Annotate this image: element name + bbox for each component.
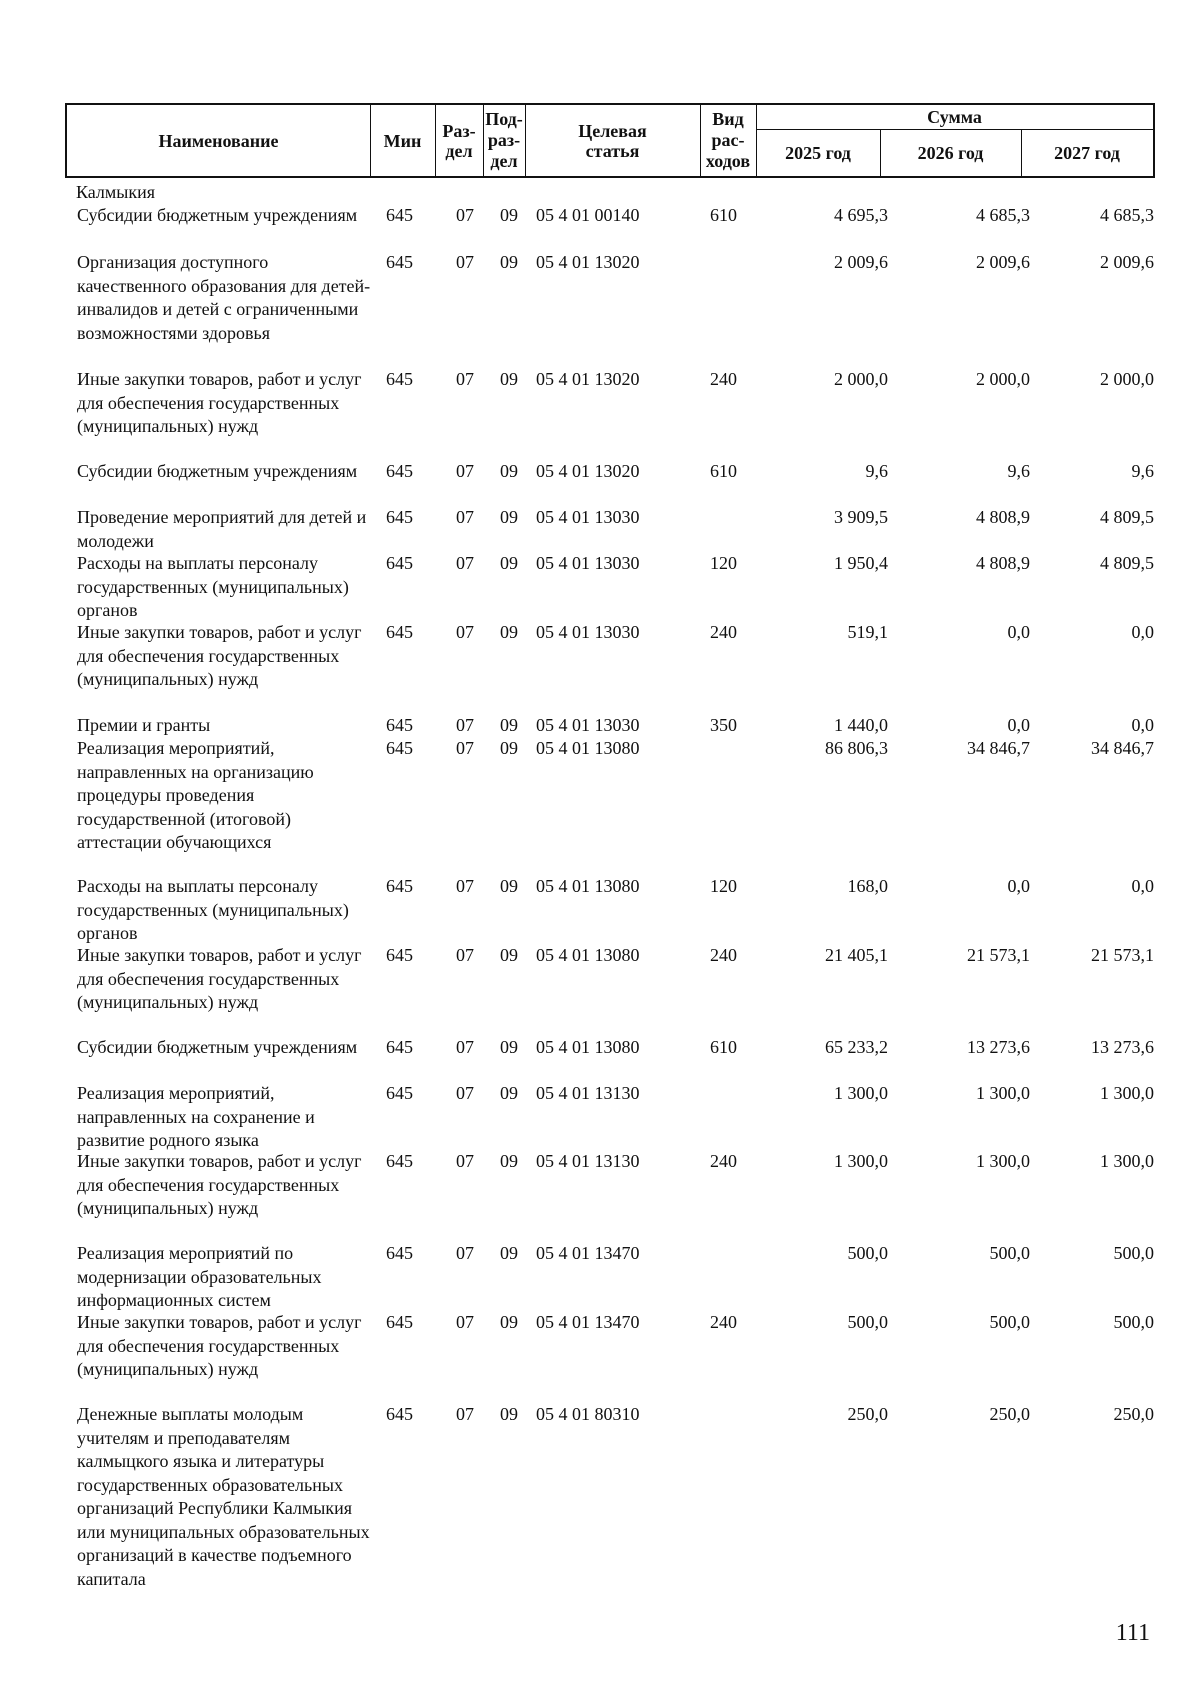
- row-sum-2025: 65 233,2: [825, 1037, 888, 1057]
- row-sum-2026: 4 808,9: [976, 507, 1030, 527]
- row-razdel: 07: [456, 622, 474, 642]
- row-sum-2025: 1 440,0: [834, 715, 888, 735]
- row-sum-2025: 250,0: [847, 1404, 888, 1424]
- row-sum-2027: 4 809,5: [1100, 553, 1154, 573]
- row-name: Реализация мероприятий, направленных на сохранение и развитие родного языка: [77, 1083, 315, 1150]
- row-min: 645: [386, 1404, 413, 1424]
- row-sum-2026: 250,0: [989, 1404, 1030, 1424]
- header-razdel: Раз- дел: [442, 120, 476, 161]
- row-sum-2026: 0,0: [1007, 715, 1030, 735]
- row-sum-2026: 4 685,3: [976, 205, 1030, 225]
- row-sum-2027: 2 009,6: [1100, 252, 1154, 272]
- row-sum-2025: 519,1: [847, 622, 888, 642]
- row-sum-2026: 21 573,1: [967, 945, 1030, 965]
- row-celevaya-statya: 05 4 01 13080: [536, 876, 640, 896]
- row-podrazdel: 09: [500, 1404, 518, 1424]
- row-name: Иные закупки товаров, работ и услуг для обеспечения государственных (муниципальных) нужд: [77, 1151, 362, 1218]
- row-podrazdel: 09: [500, 876, 518, 896]
- row-razdel: 07: [456, 461, 474, 481]
- row-celevaya-statya: 05 4 01 13130: [536, 1083, 640, 1103]
- row-sum-2027: 2 000,0: [1100, 369, 1154, 389]
- continuation-text: Калмыкия: [76, 182, 156, 202]
- row-min: 645: [386, 507, 413, 527]
- row-celevaya-statya: 05 4 01 13020: [536, 369, 640, 389]
- page-number: 111: [1115, 1620, 1150, 1646]
- row-min: 645: [386, 1312, 413, 1332]
- row-sum-2026: 13 273,6: [967, 1037, 1030, 1057]
- row-name: Расходы на выплаты персоналу государственных (муниципальных) органов: [77, 876, 349, 943]
- row-razdel: 07: [456, 205, 474, 225]
- row-name: Субсидии бюджетным учреждениям: [77, 461, 358, 481]
- row-vid-rashodov: 610: [710, 205, 737, 225]
- header-2027: 2027 год: [1054, 142, 1120, 163]
- row-razdel: 07: [456, 1243, 474, 1263]
- row-sum-2026: 1 300,0: [976, 1151, 1030, 1171]
- row-sum-2025: 21 405,1: [825, 945, 888, 965]
- row-celevaya-statya: 05 4 01 13080: [536, 945, 640, 965]
- row-razdel: 07: [456, 252, 474, 272]
- row-vid-rashodov: 120: [710, 876, 737, 896]
- row-razdel: 07: [456, 1037, 474, 1057]
- row-name: Организация доступного качественного образования для детей-инвалидов и детей с ограниченными возможностями здоровья: [77, 252, 371, 343]
- row-min: 645: [386, 1037, 413, 1057]
- row-sum-2026: 0,0: [1007, 622, 1030, 642]
- row-podrazdel: 09: [500, 1151, 518, 1171]
- row-sum-2025: 86 806,3: [825, 738, 888, 758]
- row-sum-2025: 500,0: [847, 1312, 888, 1332]
- row-podrazdel: 09: [500, 553, 518, 573]
- row-name: Субсидии бюджетным учреждениям: [77, 205, 358, 225]
- row-name: Субсидии бюджетным учреждениям: [77, 1037, 358, 1057]
- row-name: Расходы на выплаты персоналу государственных (муниципальных) органов: [77, 553, 349, 620]
- row-sum-2026: 4 808,9: [976, 553, 1030, 573]
- row-name: Реализация мероприятий, направленных на организацию процедуры проведения государственной (итоговой) аттестации обучающихся: [77, 738, 314, 852]
- row-min: 645: [386, 715, 413, 735]
- row-sum-2027: 0,0: [1131, 876, 1154, 896]
- header-summa: Сумма: [927, 107, 982, 127]
- row-vid-rashodov: 240: [710, 369, 737, 389]
- row-sum-2025: 1 300,0: [834, 1151, 888, 1171]
- row-podrazdel: 09: [500, 461, 518, 481]
- row-sum-2027: 500,0: [1113, 1243, 1154, 1263]
- row-name: Реализация мероприятий по модернизации образовательных информационных систем: [77, 1243, 322, 1310]
- row-podrazdel: 09: [500, 1037, 518, 1057]
- row-min: 645: [386, 205, 413, 225]
- row-min: 645: [386, 945, 413, 965]
- row-razdel: 07: [456, 1404, 474, 1424]
- header-2026: 2026 год: [917, 142, 984, 163]
- row-sum-2027: 9,6: [1131, 461, 1154, 481]
- row-sum-2026: 2 009,6: [976, 252, 1030, 272]
- row-razdel: 07: [456, 876, 474, 896]
- row-razdel: 07: [456, 945, 474, 965]
- row-vid-rashodov: 240: [710, 1151, 737, 1171]
- row-podrazdel: 09: [500, 1083, 518, 1103]
- row-vid-rashodov: 240: [710, 1312, 737, 1332]
- row-sum-2025: 2 009,6: [834, 252, 888, 272]
- row-celevaya-statya: 05 4 01 00140: [536, 205, 640, 225]
- row-vid-rashodov: 610: [710, 1037, 737, 1057]
- row-min: 645: [386, 1151, 413, 1171]
- row-podrazdel: 09: [500, 738, 518, 758]
- row-sum-2025: 1 300,0: [834, 1083, 888, 1103]
- row-sum-2027: 34 846,7: [1091, 738, 1154, 758]
- row-podrazdel: 09: [500, 205, 518, 225]
- row-min: 645: [386, 461, 413, 481]
- row-razdel: 07: [456, 1312, 474, 1332]
- row-name: Проведение мероприятий для детей и молодежи: [77, 507, 367, 551]
- header-celevaya-statya: Целевая статья: [578, 120, 647, 161]
- row-sum-2025: 1 950,4: [834, 553, 888, 573]
- row-podrazdel: 09: [500, 369, 518, 389]
- row-celevaya-statya: 05 4 01 13030: [536, 507, 640, 527]
- row-sum-2026: 500,0: [989, 1312, 1030, 1332]
- row-name: Иные закупки товаров, работ и услуг для обеспечения государственных (муниципальных) нужд: [77, 1312, 362, 1379]
- row-podrazdel: 09: [500, 252, 518, 272]
- row-sum-2027: 0,0: [1131, 715, 1154, 735]
- row-sum-2026: 2 000,0: [976, 369, 1030, 389]
- row-celevaya-statya: 05 4 01 13470: [536, 1312, 640, 1332]
- row-razdel: 07: [456, 553, 474, 573]
- row-sum-2026: 34 846,7: [967, 738, 1030, 758]
- table-header: [65, 103, 1155, 178]
- row-celevaya-statya: 05 4 01 80310: [536, 1404, 640, 1424]
- row-razdel: 07: [456, 1083, 474, 1103]
- row-celevaya-statya: 05 4 01 13080: [536, 1037, 640, 1057]
- row-vid-rashodov: 120: [710, 553, 737, 573]
- row-min: 645: [386, 1243, 413, 1263]
- row-podrazdel: 09: [500, 507, 518, 527]
- row-vid-rashodov: 350: [710, 715, 737, 735]
- row-min: 645: [386, 622, 413, 642]
- row-sum-2027: 13 273,6: [1091, 1037, 1154, 1057]
- row-sum-2026: 0,0: [1007, 876, 1030, 896]
- row-podrazdel: 09: [500, 622, 518, 642]
- row-name: Денежные выплаты молодым учителям и преподавателям калмыцкого языка и литературы государственных образовательных организаций Республики Калмыкия или муниципальных образовательных организаций в качестве подъемного капитала: [77, 1404, 370, 1589]
- row-sum-2025: 168,0: [847, 876, 888, 896]
- row-sum-2025: 3 909,5: [834, 507, 888, 527]
- row-sum-2027: 250,0: [1113, 1404, 1154, 1424]
- row-sum-2027: 1 300,0: [1100, 1083, 1154, 1103]
- row-sum-2027: 21 573,1: [1091, 945, 1154, 965]
- row-celevaya-statya: 05 4 01 13470: [536, 1243, 640, 1263]
- row-sum-2026: 9,6: [1007, 461, 1030, 481]
- row-sum-2025: 2 000,0: [834, 369, 888, 389]
- row-celevaya-statya: 05 4 01 13020: [536, 252, 640, 272]
- row-razdel: 07: [456, 369, 474, 389]
- row-celevaya-statya: 05 4 01 13130: [536, 1151, 640, 1171]
- row-min: 645: [386, 369, 413, 389]
- row-name: Премии и гранты: [77, 715, 211, 735]
- row-name: Иные закупки товаров, работ и услуг для обеспечения государственных (муниципальных) нужд: [77, 945, 362, 1012]
- row-sum-2027: 4 685,3: [1100, 205, 1154, 225]
- row-razdel: 07: [456, 507, 474, 527]
- row-celevaya-statya: 05 4 01 13080: [536, 738, 640, 758]
- row-sum-2026: 500,0: [989, 1243, 1030, 1263]
- row-min: 645: [386, 553, 413, 573]
- row-sum-2026: 1 300,0: [976, 1083, 1030, 1103]
- header-2025: 2025 год: [785, 142, 851, 163]
- row-sum-2025: 4 695,3: [834, 205, 888, 225]
- row-podrazdel: 09: [500, 715, 518, 735]
- header-podrazdel: Под- раз- дел: [485, 109, 523, 171]
- row-min: 645: [386, 738, 413, 758]
- row-razdel: 07: [456, 715, 474, 735]
- row-razdel: 07: [456, 1151, 474, 1171]
- row-sum-2027: 500,0: [1113, 1312, 1154, 1332]
- row-sum-2027: 4 809,5: [1100, 507, 1154, 527]
- row-sum-2027: 1 300,0: [1100, 1151, 1154, 1171]
- row-sum-2025: 500,0: [847, 1243, 888, 1263]
- row-podrazdel: 09: [500, 945, 518, 965]
- row-celevaya-statya: 05 4 01 13030: [536, 553, 640, 573]
- row-vid-rashodov: 240: [710, 622, 737, 642]
- row-celevaya-statya: 05 4 01 13030: [536, 715, 640, 735]
- row-celevaya-statya: 05 4 01 13030: [536, 622, 640, 642]
- row-vid-rashodov: 610: [710, 461, 737, 481]
- row-name: Иные закупки товаров, работ и услуг для обеспечения государственных (муниципальных) нужд: [77, 622, 362, 689]
- row-sum-2025: 9,6: [865, 461, 888, 481]
- header-name: Наименование: [158, 130, 279, 151]
- row-podrazdel: 09: [500, 1312, 518, 1332]
- header-vid-rashodov: Вид рас- ходов: [705, 109, 751, 171]
- row-celevaya-statya: 05 4 01 13020: [536, 461, 640, 481]
- row-razdel: 07: [456, 738, 474, 758]
- header-min: Мин: [383, 130, 422, 151]
- row-name: Иные закупки товаров, работ и услуг для обеспечения государственных (муниципальных) нужд: [77, 369, 362, 436]
- row-sum-2027: 0,0: [1131, 622, 1154, 642]
- row-min: 645: [386, 876, 413, 896]
- row-min: 645: [386, 252, 413, 272]
- row-podrazdel: 09: [500, 1243, 518, 1263]
- row-vid-rashodov: 240: [710, 945, 737, 965]
- row-min: 645: [386, 1083, 413, 1103]
